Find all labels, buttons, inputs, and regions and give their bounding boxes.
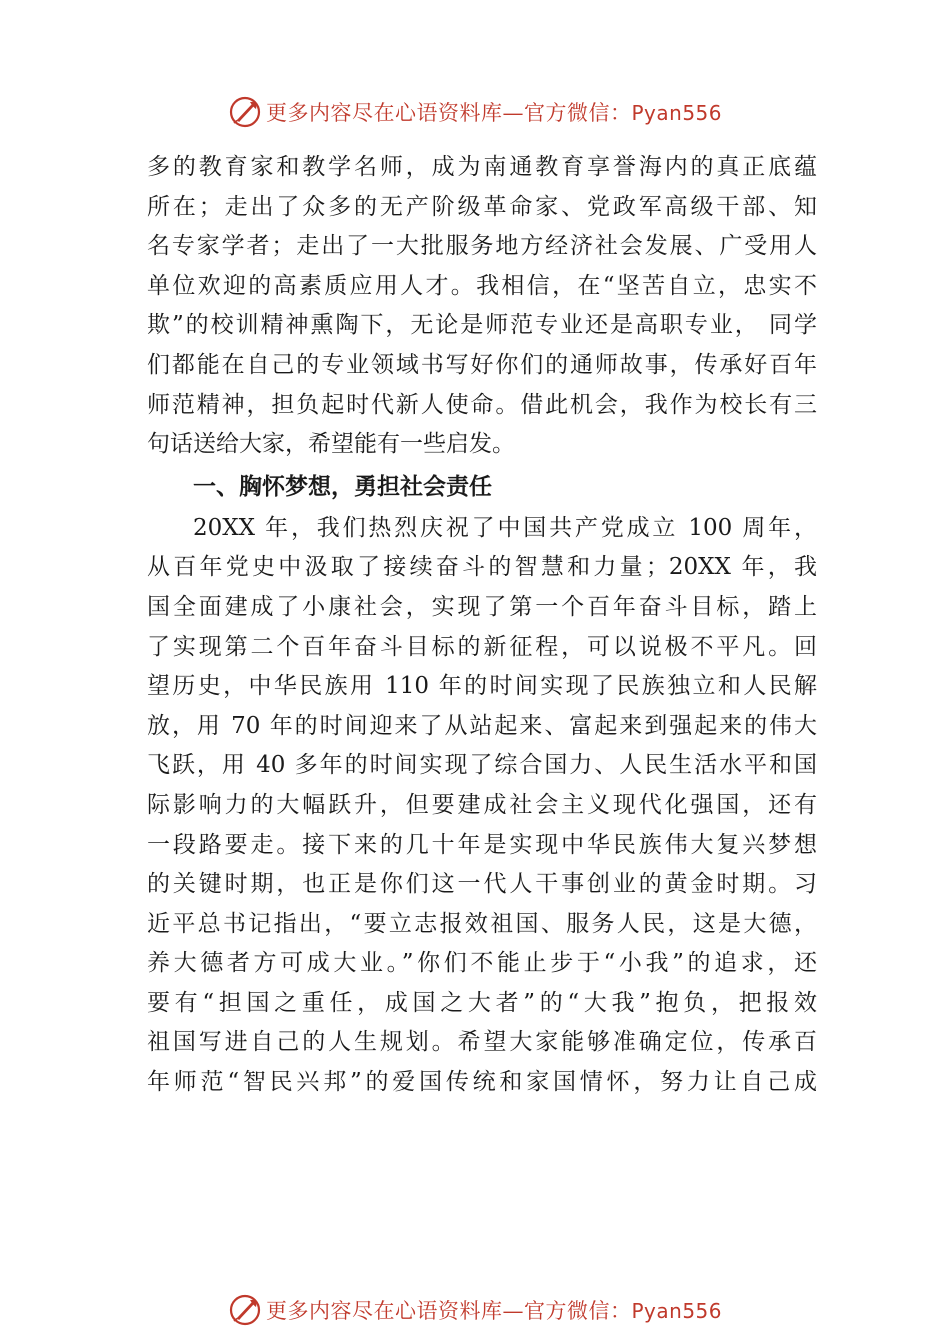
text-line: 的关键时期，也正是你们这一代人干事创业的黄金时期。习 <box>147 871 817 898</box>
text-line: 单位欢迎的高素质应用人才。我相信，在“坚苦自立，忠实不 <box>147 272 817 299</box>
text-line: 要有“担国之重任，成国之大者”的“大我”抱负，把报效 <box>147 989 817 1016</box>
banner-text <box>266 1295 722 1325</box>
document-body <box>147 148 817 1103</box>
text-line: 师范精神，担负起时代新人使命。借此机会，我作为校长有三 <box>147 391 817 418</box>
text-line: 20XX 年，我们热烈庆祝了中国共产党成立 100 周年， <box>193 514 817 541</box>
text-line: 多的教育家和教学名师，成为南通教育享誉海内的真正底蕴 <box>147 154 817 180</box>
paragraph-1 <box>147 148 817 465</box>
text-line: 望历史，中华民族用 110 年的时间实现了民族独立和人民解 <box>147 673 817 700</box>
footer-banner <box>0 1290 950 1330</box>
text-line: 名专家学者；走出了一大批服务地方经济社会发展、广受用人 <box>147 233 817 260</box>
paragraph-2 <box>147 509 817 1103</box>
section-heading: 一、胸怀梦想，勇担社会责任 <box>193 473 492 500</box>
text-line: 们都能在自己的专业领域书写好你们的通师故事，传承好百年 <box>147 351 817 378</box>
text-line: 养大德者方可成大业。”你们不能止步于“小我”的追求，还 <box>147 950 817 977</box>
header-banner <box>0 92 950 132</box>
quill-logo-icon <box>228 1293 262 1327</box>
text-line: 际影响力的大幅跃升，但要建成社会主义现代化强国，还有 <box>147 791 817 818</box>
text-line: 从百年党史中汲取了接续奋斗的智慧和力量；20XX 年，我 <box>147 554 817 581</box>
text-line: 所在；走出了众多的无产阶级革命家、党政军高级干部、知 <box>147 193 817 220</box>
banner-text <box>266 97 722 127</box>
banner-label: 更多内容尽在心语资料库—官方微信： <box>265 1299 632 1323</box>
quill-logo-icon <box>228 95 262 129</box>
text-line: 了实现第二个百年奋斗目标的新征程，可以说极不平凡。回 <box>147 633 817 660</box>
banner-handle: Pyan556 <box>631 101 722 125</box>
text-line: 祖国写进自己的人生规划。希望大家能够准确定位，传承百 <box>147 1029 817 1056</box>
banner-handle: Pyan556 <box>631 1299 722 1323</box>
text-line: 一段路要走。接下来的几十年是实现中华民族伟大复兴梦想 <box>147 831 817 858</box>
text-line: 飞跃，用 40 多年的时间实现了综合国力、人民生活水平和国 <box>147 752 817 779</box>
text-line: 句话送给大家，希望能有一些启发。 <box>147 431 515 458</box>
text-line: 放，用 70 年的时间迎来了从站起来、富起来到强起来的伟大 <box>147 712 817 739</box>
text-line: 年师范“智民兴邦”的爱国传统和家国情怀，努力让自己成 <box>147 1069 817 1096</box>
text-line: 欺”的校训精神熏陶下，无论是师范专业还是高职专业， 同学 <box>147 312 817 339</box>
text-line: 国全面建成了小康社会，实现了第一个百年奋斗目标，踏上 <box>147 593 817 620</box>
text-line: 近平总书记指出，“要立志报效祖国、服务人民，这是大德， <box>147 910 817 937</box>
banner-label: 更多内容尽在心语资料库—官方微信： <box>265 101 632 125</box>
